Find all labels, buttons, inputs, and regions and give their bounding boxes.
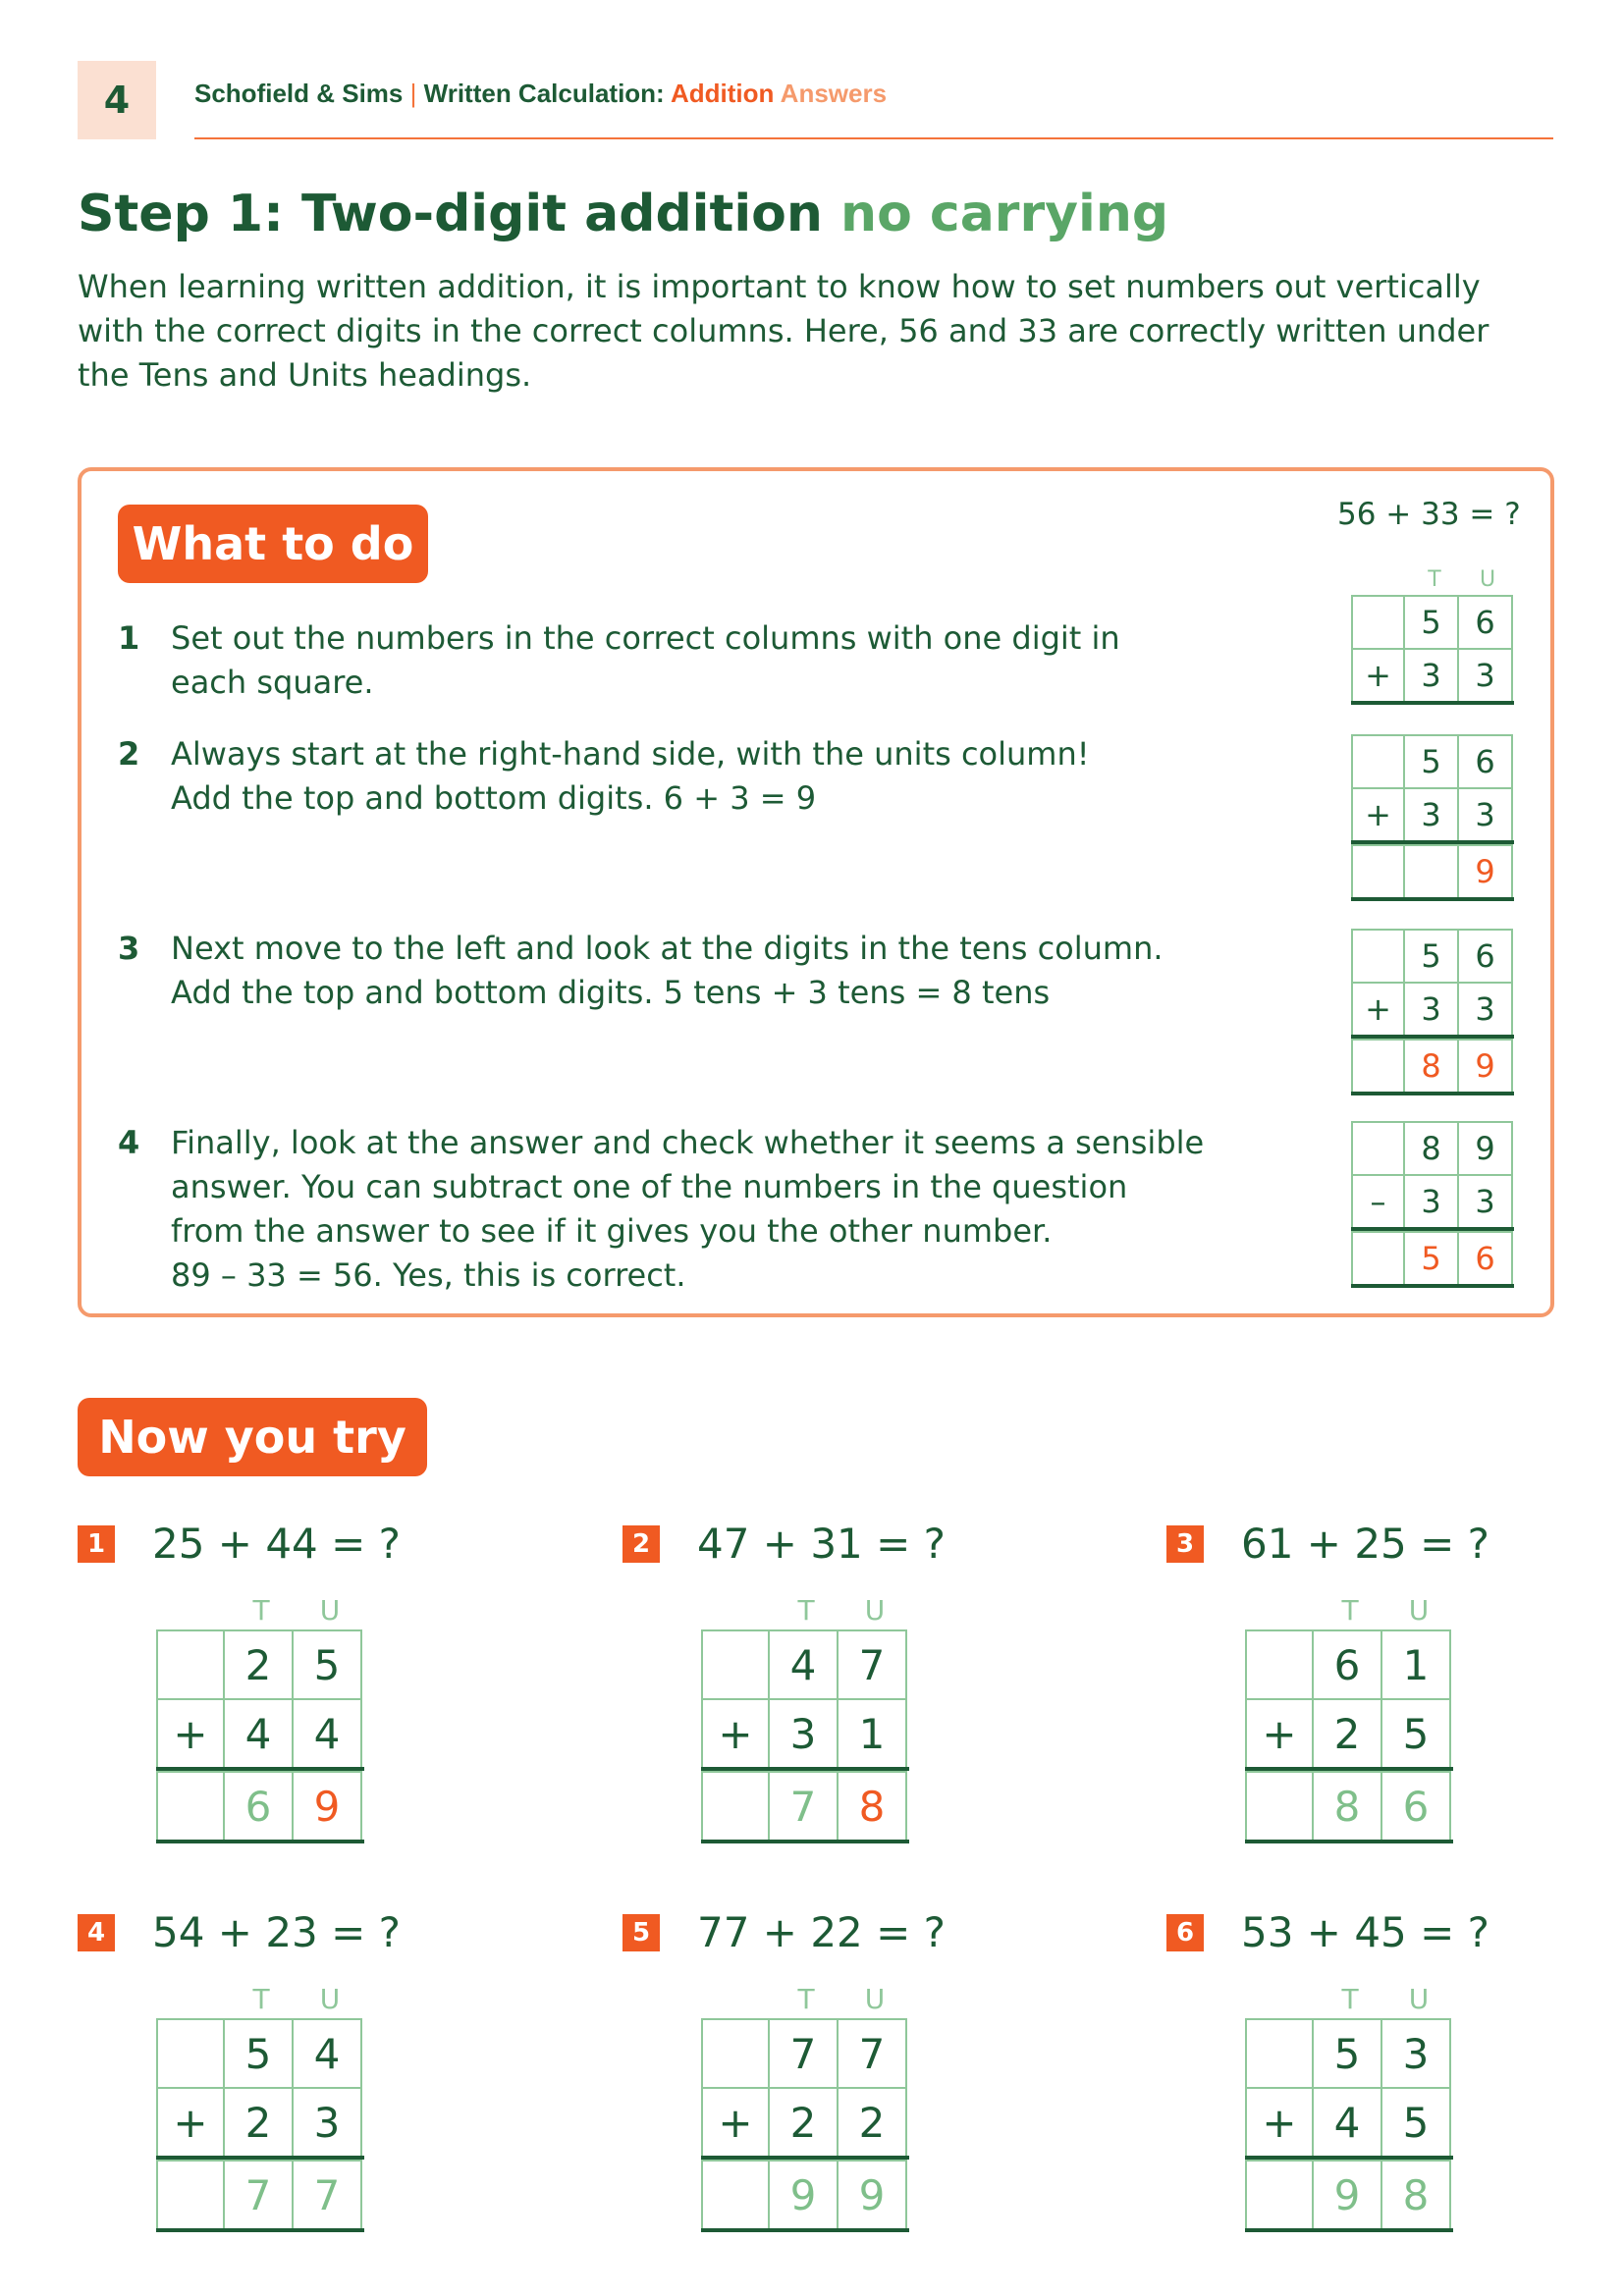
units-header: U — [864, 1983, 886, 2015]
answer-grid — [701, 1629, 909, 1843]
problem-6 — [1166, 1908, 1579, 2232]
header-divider — [194, 137, 1553, 139]
grid-cell: 6 — [1459, 1231, 1513, 1284]
header-separator: | — [409, 79, 417, 108]
tens-header: T — [252, 1983, 270, 2015]
grid-cell — [156, 2160, 225, 2228]
grid-row — [156, 1698, 364, 1767]
grid-row — [1351, 734, 1514, 787]
step-number: 1 — [118, 619, 140, 657]
tens-header: T — [1428, 567, 1441, 592]
answer-grid — [156, 2018, 364, 2232]
grid-rule — [156, 1840, 364, 1843]
grid-row — [156, 2160, 364, 2228]
problem-number-badge: 1 — [78, 1525, 115, 1563]
grid-cell — [701, 2018, 770, 2087]
grid-cell: 7 — [839, 1629, 907, 1698]
grid-cell: 2 — [839, 2087, 907, 2156]
units-header: U — [864, 1594, 886, 1627]
problem-4 — [78, 1908, 490, 2232]
grid-row — [701, 1698, 909, 1767]
grid-row — [156, 1629, 364, 1698]
problem-number-badge: 4 — [78, 1914, 115, 1951]
grid-row — [156, 2018, 364, 2087]
grid-cell: 7 — [294, 2160, 362, 2228]
tens-header: T — [797, 1594, 815, 1627]
grid-cell: 7 — [839, 2018, 907, 2087]
grid-cell — [1245, 1771, 1314, 1840]
grid-cell: + — [701, 2087, 770, 2156]
example-grid-4 — [1351, 1121, 1514, 1288]
grid-cell: 5 — [1382, 2087, 1451, 2156]
grid-cell: 6 — [1459, 595, 1513, 648]
units-header: U — [1408, 1594, 1430, 1627]
grid-cell: – — [1351, 1174, 1405, 1227]
grid-cell — [1351, 844, 1405, 897]
grid-row — [1245, 1771, 1453, 1840]
grid-cell: 8 — [1382, 2160, 1451, 2228]
example-grid-2 — [1351, 734, 1514, 901]
grid-cell: 2 — [1314, 1698, 1382, 1767]
grid-row — [156, 1771, 364, 1840]
tens-header: T — [1341, 1594, 1359, 1627]
problem-number-badge: 5 — [623, 1914, 660, 1951]
problem-5 — [623, 1908, 1035, 2232]
step-number: 2 — [118, 735, 140, 773]
what-to-do-heading: What to do — [118, 505, 428, 583]
answer-grid — [1245, 1629, 1453, 1843]
grid-cell: 6 — [1314, 1629, 1382, 1698]
grid-cell: 3 — [1459, 1174, 1513, 1227]
grid-row — [701, 1771, 909, 1840]
grid-row — [1245, 1698, 1453, 1767]
grid-cell: 9 — [839, 2160, 907, 2228]
grid-rule — [701, 2228, 909, 2232]
grid-cell — [1351, 1039, 1405, 1092]
grid-row — [1351, 1039, 1514, 1092]
grid-rule — [1245, 2228, 1453, 2232]
step-text: Always start at the right-hand side, with the units column! Add the top and bottom digits. 6 + 3 = 9 — [171, 735, 1090, 817]
grid-cell — [1351, 1121, 1405, 1174]
grid-row — [1351, 595, 1514, 648]
step-number: 3 — [118, 930, 140, 967]
grid-rule — [1351, 701, 1514, 705]
units-header: U — [1408, 1983, 1430, 2015]
problem-3 — [1166, 1520, 1579, 1843]
grid-cell: 3 — [1405, 787, 1459, 840]
grid-row — [1245, 2018, 1453, 2087]
step-text: Next move to the left and look at the digits in the tens column. Add the top and bottom digits. 5 tens + 3 tens = 8 tens — [171, 930, 1164, 1011]
grid-cell: 8 — [1314, 1771, 1382, 1840]
grid-rule — [1351, 897, 1514, 901]
grid-cell: 3 — [1459, 787, 1513, 840]
grid-cell: 2 — [770, 2087, 839, 2156]
grid-cell: 3 — [770, 1698, 839, 1767]
grid-cell — [701, 1771, 770, 1840]
grid-cell: 3 — [294, 2087, 362, 2156]
grid-cell — [1245, 1629, 1314, 1698]
grid-cell: 6 — [1459, 929, 1513, 982]
step-text: Finally, look at the answer and check whether it seems a sensible answer. You can subtract one of the numbers in the question from the answer to see if it gives you the other number. 89 – 33 = 56. Yes, this is correct. — [171, 1124, 1205, 1294]
grid-row — [156, 2087, 364, 2156]
grid-cell: 7 — [770, 2018, 839, 2087]
grid-cell: 4 — [294, 1698, 362, 1767]
title-sub: no carrying — [840, 185, 1169, 243]
grid-row — [701, 1629, 909, 1698]
grid-cell: 1 — [1382, 1629, 1451, 1698]
grid-row — [1351, 1231, 1514, 1284]
grid-cell: 5 — [1382, 1698, 1451, 1767]
intro-paragraph: When learning written addition, it is important to know how to set numbers out vertically with the correct digits in the correct columns. Here, 56 and 33 are correctly written under the Tens and Units headings. — [78, 268, 1489, 394]
grid-cell — [1351, 734, 1405, 787]
grid-row — [701, 2018, 909, 2087]
grid-cell — [1245, 2160, 1314, 2228]
grid-rule — [1245, 1840, 1453, 1843]
grid-cell: 9 — [1314, 2160, 1382, 2228]
example-grid-1 — [1351, 595, 1514, 705]
grid-cell: 5 — [225, 2018, 294, 2087]
grid-cell — [1405, 844, 1459, 897]
grid-cell: 2 — [225, 2087, 294, 2156]
example-question: 56 + 33 = ? — [1337, 497, 1521, 532]
grid-cell: 7 — [770, 1771, 839, 1840]
grid-cell: 5 — [1405, 595, 1459, 648]
grid-cell: 8 — [1405, 1121, 1459, 1174]
grid-rule — [156, 2228, 364, 2232]
units-header: U — [319, 1983, 341, 2015]
grid-row — [1351, 929, 1514, 982]
grid-cell: 4 — [225, 1698, 294, 1767]
grid-cell: 4 — [1314, 2087, 1382, 2156]
tens-header: T — [1341, 1983, 1359, 2015]
now-you-try-heading: Now you try — [78, 1398, 427, 1476]
grid-cell — [156, 2018, 225, 2087]
grid-row — [1245, 2160, 1453, 2228]
problem-number-badge: 6 — [1166, 1914, 1204, 1951]
title-main: Step 1: Two-digit addition — [78, 185, 823, 243]
grid-cell: 3 — [1459, 648, 1513, 701]
grid-row — [701, 2160, 909, 2228]
problem-question: 53 + 45 = ? — [1241, 1908, 1489, 1956]
grid-cell: 5 — [1405, 1231, 1459, 1284]
grid-cell: + — [1351, 648, 1405, 701]
grid-row — [1245, 2087, 1453, 2156]
grid-cell: 4 — [294, 2018, 362, 2087]
header-answers: Answers — [780, 79, 888, 108]
grid-cell: 3 — [1405, 648, 1459, 701]
grid-rule — [701, 1840, 909, 1843]
grid-cell: 9 — [1459, 1121, 1513, 1174]
grid-cell: + — [701, 1698, 770, 1767]
grid-cell: 5 — [1405, 734, 1459, 787]
grid-cell — [156, 1629, 225, 1698]
grid-cell: 1 — [839, 1698, 907, 1767]
problem-1 — [78, 1520, 490, 1843]
grid-cell: 4 — [770, 1629, 839, 1698]
answer-grid — [1245, 2018, 1453, 2232]
problem-2 — [623, 1520, 1035, 1843]
units-header: U — [319, 1594, 341, 1627]
running-header — [194, 79, 887, 109]
grid-cell — [1351, 595, 1405, 648]
problem-number-badge: 2 — [623, 1525, 660, 1563]
grid-cell: 3 — [1382, 2018, 1451, 2087]
grid-cell — [1351, 1231, 1405, 1284]
grid-cell: 7 — [225, 2160, 294, 2228]
grid-row — [1351, 1174, 1514, 1227]
grid-cell: + — [156, 2087, 225, 2156]
grid-cell: 2 — [225, 1629, 294, 1698]
grid-cell: 9 — [294, 1771, 362, 1840]
grid-cell: 5 — [1405, 929, 1459, 982]
page-title — [78, 185, 1168, 243]
grid-row — [1351, 787, 1514, 840]
grid-cell — [701, 1629, 770, 1698]
grid-cell: 6 — [1382, 1771, 1451, 1840]
grid-cell — [1351, 929, 1405, 982]
grid-row — [1245, 1629, 1453, 1698]
answer-grid — [701, 2018, 909, 2232]
grid-cell: 5 — [1314, 2018, 1382, 2087]
grid-cell: 3 — [1459, 982, 1513, 1035]
grid-cell: 8 — [839, 1771, 907, 1840]
problem-question: 54 + 23 = ? — [152, 1908, 401, 1956]
grid-row — [1351, 648, 1514, 701]
grid-cell: 9 — [1459, 844, 1513, 897]
grid-rule — [1351, 1092, 1514, 1095]
grid-row — [701, 2087, 909, 2156]
grid-cell: 6 — [225, 1771, 294, 1840]
grid-cell: + — [1245, 2087, 1314, 2156]
tens-header: T — [797, 1983, 815, 2015]
step-number: 4 — [118, 1124, 140, 1161]
grid-cell — [1245, 2018, 1314, 2087]
grid-cell: 9 — [770, 2160, 839, 2228]
grid-cell: 6 — [1459, 734, 1513, 787]
page-number: 4 — [78, 61, 156, 139]
grid-row — [1351, 844, 1514, 897]
tens-header: T — [252, 1594, 270, 1627]
grid-row — [1351, 1121, 1514, 1174]
grid-cell: + — [1351, 982, 1405, 1035]
grid-cell — [156, 1771, 225, 1840]
grid-cell — [701, 2160, 770, 2228]
answer-grid — [156, 1629, 364, 1843]
grid-cell: + — [1351, 787, 1405, 840]
problem-question: 25 + 44 = ? — [152, 1520, 401, 1568]
grid-cell: 3 — [1405, 982, 1459, 1035]
problem-question: 47 + 31 = ? — [697, 1520, 946, 1568]
units-header: U — [1479, 567, 1496, 592]
problem-number-badge: 3 — [1166, 1525, 1204, 1563]
grid-cell: 5 — [294, 1629, 362, 1698]
grid-cell: + — [156, 1698, 225, 1767]
grid-cell: 9 — [1459, 1039, 1513, 1092]
header-series: Written Calculation: — [423, 79, 665, 108]
example-grid-3 — [1351, 929, 1514, 1095]
grid-cell: + — [1245, 1698, 1314, 1767]
problem-question: 77 + 22 = ? — [697, 1908, 946, 1956]
grid-row — [1351, 982, 1514, 1035]
grid-cell: 8 — [1405, 1039, 1459, 1092]
grid-rule — [1351, 1284, 1514, 1288]
step-text: Set out the numbers in the correct columns with one digit in each square. — [171, 619, 1120, 701]
problem-question: 61 + 25 = ? — [1241, 1520, 1489, 1568]
header-publisher: Schofield & Sims — [194, 79, 404, 108]
grid-cell: 3 — [1405, 1174, 1459, 1227]
header-topic: Addition — [670, 79, 775, 108]
